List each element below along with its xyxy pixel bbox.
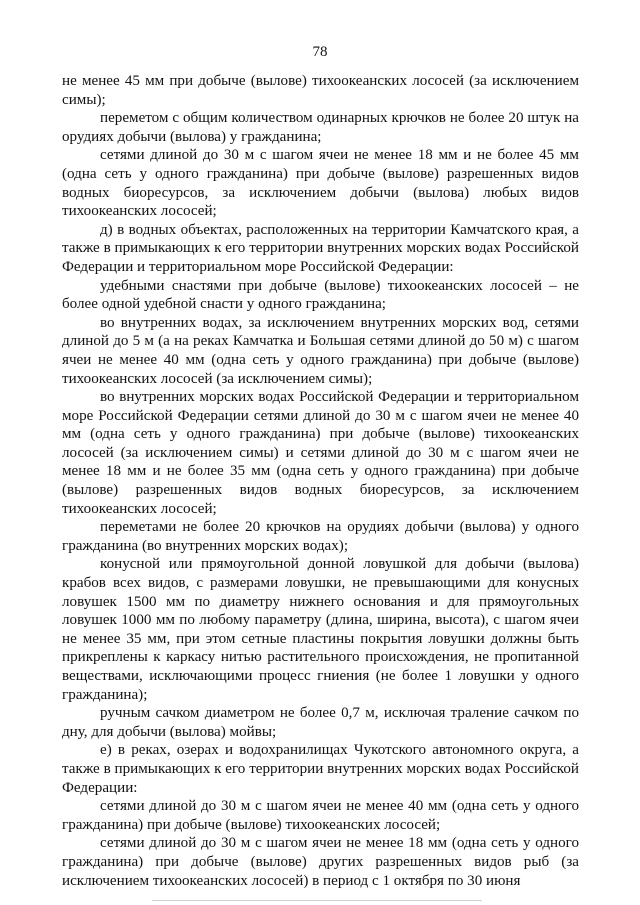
paragraph-item-d-kamchatka: д) в водных объектах, расположенных на территории Камчатского края, а также в примыкающих к его территории внутренних морских водах Российской Федерации и территориальном море Российской Федерации: [62, 221, 579, 275]
paragraph-inland-waters-nets: во внутренних водах, за исключением внутренних морских вод, сетями длиной до 5 м (а на реках Камчатка и Большая сетями длиной до 50 м) с шагом ячеи не менее 40 мм (одна сеть у одного гражданина) при добыче (вылове) тихоокеанских лососей (за исключением симы); [62, 314, 579, 387]
paragraph-nets-40mm-salmon: сетями длиной до 30 м с шагом ячеи не менее 40 мм (одна сеть у одного гражданина) при добыче (вылове) тихоокеанских лососей; [62, 798, 579, 833]
paragraph-hand-net-capelin: ручным сачком диаметром не более 0,7 м, исключая траление сачком по дну, для добычи (вылова) мойвы; [62, 705, 579, 740]
paragraph-fishing-rods: удебными снастями при добыче (вылове) тихоокеанских лососей – не более одной удебной снасти у одного гражданина; [62, 277, 579, 313]
paragraph-longline-hooks: переметом с общим количеством одинарных крючков не более 20 штук на орудиях добычи (вылова) у гражданина; [62, 110, 579, 145]
page-bottom-rule [152, 900, 482, 901]
paragraph-item-e-chukotka: е) в реках, озерах и водохранилищах Чукотского автономного округа, а также в примыкающих к его территории внутренних морских водах Российской Федерации: [62, 742, 579, 796]
paragraph-crab-traps: конусной или прямоугольной донной ловушкой для добычи (вылова) крабов всех видов, с размерами ловушки, не превышающими для конусных ловушек 1500 мм по диаметру нижнего основания и для прямоугольных ловушек 1000 мм по любому параметру (длина, ширина, высота), с шагом ячеи не менее 35 мм, при этом сетные пластины покрытия ловушки должны быть прикреплены к каркасу нитью растительного происхождения, не пропитанной веществами, исключающими процесс гниения (не более 1 ловушки у одного гражданина); [62, 556, 579, 703]
paragraph-continuation: не менее 45 мм при добыче (вылове) тихоокеанских лососей (за исключением симы); [62, 73, 579, 108]
paragraph-nets-18mm-other-fish: сетями длиной до 30 м с шагом ячеи не менее 18 мм (одна сеть у одного гражданина) при добыче (вылове) других разрешенных видов рыб (за исключением тихоокеанских лососей) в период с 1 октября по 30 июня [62, 835, 579, 889]
page-number: 78 [312, 44, 328, 60]
paragraph-longlines-20-hooks: переметами не более 20 крючков на орудиях добычи (вылова) у одного гражданина (во внутренних морских водах); [62, 519, 579, 554]
document-body [62, 72, 579, 890]
paragraph-marine-waters-nets: во внутренних морских водах Российской Федерации и территориальном море Российской Федерации сетями длиной до 30 м с шагом ячеи не менее 40 мм (одна сеть у одного гражданина) при добыче (вылове) тихоокеанских лососей (за исключением симы) и сетями длиной до 30 м с шагом ячеи не менее 18 мм и не более 35 мм (одна сеть у одного гражданина) при добыче (вылове) разрешенных видов водных биоресурсов, за исключением тихоокеанских лососей; [62, 389, 579, 517]
paragraph-nets-18-45mm: сетями длиной до 30 м с шагом ячеи не менее 18 мм и не более 45 мм (одна сеть у одного гражданина) при добыче (вылове) разрешенных видов водных биоресурсов, за исключением добычи (вылова) любых видов тихоокеанских лососей; [62, 147, 579, 220]
